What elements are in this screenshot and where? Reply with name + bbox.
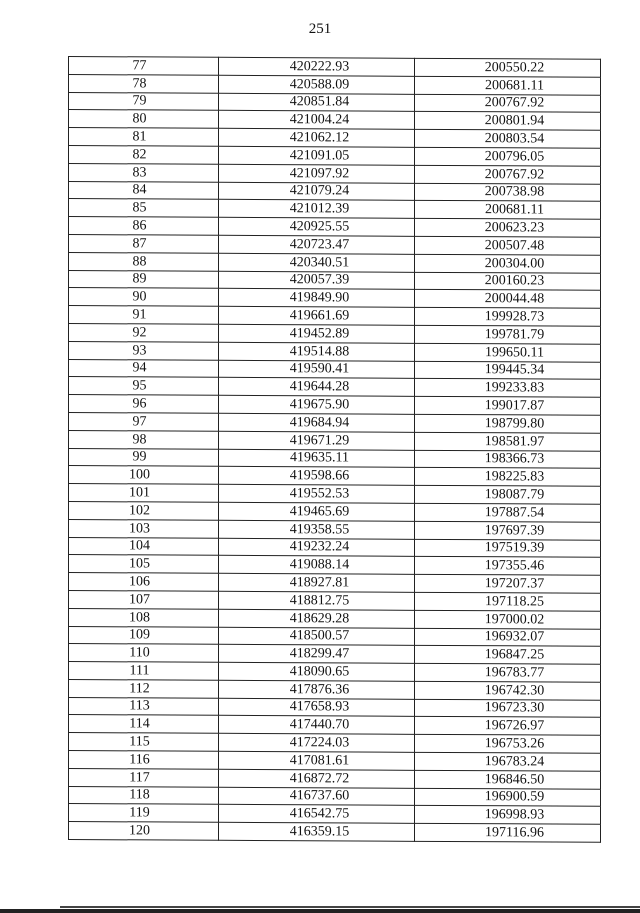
point-number-cell: 110	[69, 644, 219, 663]
point-number-cell: 111	[69, 662, 219, 681]
table-row	[69, 537, 601, 558]
y-coordinate-cell: 196846.50	[415, 770, 601, 789]
point-number-cell: 90	[69, 288, 219, 307]
x-coordinate-cell: 418629.28	[219, 609, 415, 628]
y-coordinate-cell: 200767.92	[415, 94, 601, 113]
y-coordinate-cell: 197519.39	[415, 539, 601, 558]
x-coordinate-cell: 421097.92	[219, 164, 415, 183]
y-coordinate-cell: 200507.48	[415, 236, 601, 255]
y-coordinate-cell: 197887.54	[415, 503, 601, 522]
x-coordinate-cell: 418299.47	[219, 645, 415, 664]
point-number-cell: 92	[69, 323, 219, 342]
x-coordinate-cell: 420222.93	[219, 57, 415, 76]
table-row	[69, 573, 601, 594]
x-coordinate-cell: 420588.09	[219, 75, 415, 94]
y-coordinate-cell: 198581.97	[415, 432, 601, 451]
y-coordinate-cell: 197355.46	[415, 557, 601, 576]
x-coordinate-cell: 419684.94	[219, 413, 415, 432]
y-coordinate-cell: 199445.34	[415, 361, 601, 380]
x-coordinate-cell: 419849.90	[219, 289, 415, 308]
x-coordinate-cell: 419675.90	[219, 395, 415, 414]
point-number-cell: 100	[69, 466, 219, 485]
point-number-cell: 109	[69, 626, 219, 645]
y-coordinate-cell: 196726.97	[415, 717, 601, 736]
x-coordinate-cell: 420925.55	[219, 217, 415, 236]
table-row	[69, 626, 601, 647]
y-coordinate-cell: 199781.79	[415, 325, 601, 344]
table-row	[69, 751, 601, 772]
table-row	[69, 644, 601, 665]
y-coordinate-cell: 199233.83	[415, 379, 601, 398]
y-coordinate-cell: 200738.98	[415, 183, 601, 202]
point-number-cell: 79	[69, 92, 219, 111]
point-number-cell: 87	[69, 234, 219, 253]
y-coordinate-cell: 196847.25	[415, 646, 601, 665]
x-coordinate-cell: 419598.66	[219, 467, 415, 486]
x-coordinate-cell: 417876.36	[219, 680, 415, 699]
x-coordinate-cell: 419661.69	[219, 306, 415, 325]
point-number-cell: 114	[69, 715, 219, 734]
point-number-cell: 99	[69, 448, 219, 467]
y-coordinate-cell: 200801.94	[415, 112, 601, 131]
point-number-cell: 95	[69, 377, 219, 396]
x-coordinate-cell: 421091.05	[219, 146, 415, 165]
y-coordinate-cell: 196783.24	[415, 752, 601, 771]
x-coordinate-cell: 416359.15	[219, 823, 415, 842]
point-number-cell: 97	[69, 412, 219, 431]
y-coordinate-cell: 196723.30	[415, 699, 601, 718]
x-coordinate-cell: 419590.41	[219, 360, 415, 379]
x-coordinate-cell: 419465.69	[219, 502, 415, 521]
x-coordinate-cell: 421062.12	[219, 128, 415, 147]
point-number-cell: 116	[69, 751, 219, 770]
x-coordinate-cell: 419514.88	[219, 342, 415, 361]
table-row	[69, 804, 601, 825]
table-row	[69, 697, 601, 718]
table-body	[69, 57, 601, 843]
point-number-cell: 93	[69, 341, 219, 360]
y-coordinate-cell: 196900.59	[415, 788, 601, 807]
x-coordinate-cell: 416737.60	[219, 787, 415, 806]
y-coordinate-cell: 200044.48	[415, 290, 601, 309]
table-row	[69, 466, 601, 487]
point-number-cell: 102	[69, 501, 219, 520]
y-coordinate-cell: 197118.25	[415, 592, 601, 611]
coordinates-table	[68, 56, 601, 843]
x-coordinate-cell: 419671.29	[219, 431, 415, 450]
x-coordinate-cell: 418927.81	[219, 573, 415, 592]
point-number-cell: 83	[69, 163, 219, 182]
scan-bottom-edge	[0, 909, 640, 913]
point-number-cell: 81	[69, 128, 219, 147]
y-coordinate-cell: 200681.11	[415, 76, 601, 95]
page-number: 251	[308, 21, 332, 37]
table-row	[69, 662, 601, 683]
x-coordinate-cell: 421012.39	[219, 200, 415, 219]
point-number-cell: 104	[69, 537, 219, 556]
point-number-cell: 107	[69, 590, 219, 609]
y-coordinate-cell: 196932.07	[415, 628, 601, 647]
x-coordinate-cell: 416872.72	[219, 769, 415, 788]
point-number-cell: 86	[69, 217, 219, 236]
y-coordinate-cell: 197207.37	[415, 574, 601, 593]
y-coordinate-cell: 198225.83	[415, 468, 601, 487]
point-number-cell: 96	[69, 395, 219, 414]
x-coordinate-cell: 420723.47	[219, 235, 415, 254]
point-number-cell: 85	[69, 199, 219, 218]
y-coordinate-cell: 200623.23	[415, 218, 601, 237]
y-coordinate-cell: 200796.05	[415, 147, 601, 166]
point-number-cell: 120	[69, 822, 219, 841]
x-coordinate-cell: 419088.14	[219, 556, 415, 575]
point-number-cell: 108	[69, 608, 219, 627]
y-coordinate-cell: 197697.39	[415, 521, 601, 540]
point-number-cell: 84	[69, 181, 219, 200]
point-number-cell: 101	[69, 484, 219, 503]
y-coordinate-cell: 199017.87	[415, 396, 601, 415]
y-coordinate-cell: 200160.23	[415, 272, 601, 291]
y-coordinate-cell: 198799.80	[415, 414, 601, 433]
y-coordinate-cell: 200681.11	[415, 201, 601, 220]
point-number-cell: 119	[69, 804, 219, 823]
table-row	[69, 484, 601, 505]
x-coordinate-cell: 419635.11	[219, 449, 415, 468]
point-number-cell: 105	[69, 555, 219, 574]
x-coordinate-cell: 417440.70	[219, 716, 415, 735]
x-coordinate-cell: 416542.75	[219, 805, 415, 824]
point-number-cell: 115	[69, 733, 219, 752]
point-number-cell: 89	[69, 270, 219, 289]
point-number-cell: 77	[69, 57, 219, 76]
x-coordinate-cell: 420851.84	[219, 93, 415, 112]
point-number-cell: 91	[69, 306, 219, 325]
y-coordinate-cell: 199928.73	[415, 307, 601, 326]
x-coordinate-cell: 418090.65	[219, 662, 415, 681]
table-row	[69, 555, 601, 576]
table-row	[69, 679, 601, 700]
y-coordinate-cell: 200767.92	[415, 165, 601, 184]
table-row	[69, 733, 601, 754]
table-row	[69, 786, 601, 807]
y-coordinate-cell: 197000.02	[415, 610, 601, 629]
y-coordinate-cell: 200550.22	[415, 58, 601, 77]
x-coordinate-cell: 418500.57	[219, 627, 415, 646]
point-number-cell: 117	[69, 768, 219, 787]
point-number-cell: 94	[69, 359, 219, 378]
point-number-cell: 118	[69, 786, 219, 805]
y-coordinate-cell: 197116.96	[415, 824, 601, 843]
x-coordinate-cell: 421004.24	[219, 111, 415, 130]
x-coordinate-cell: 417224.03	[219, 734, 415, 753]
x-coordinate-cell: 419644.28	[219, 378, 415, 397]
y-coordinate-cell: 200304.00	[415, 254, 601, 273]
x-coordinate-cell: 420057.39	[219, 271, 415, 290]
point-number-cell: 113	[69, 697, 219, 716]
table-row	[69, 768, 601, 789]
y-coordinate-cell: 199650.11	[415, 343, 601, 362]
point-number-cell: 106	[69, 573, 219, 592]
y-coordinate-cell: 196998.93	[415, 806, 601, 825]
coordinates-table-container	[68, 56, 600, 843]
table-row	[69, 501, 601, 522]
x-coordinate-cell: 421079.24	[219, 182, 415, 201]
table-row	[69, 822, 601, 843]
x-coordinate-cell: 419232.24	[219, 538, 415, 557]
table-row	[69, 608, 601, 629]
x-coordinate-cell: 420340.51	[219, 253, 415, 272]
scan-edge-line	[60, 906, 640, 908]
x-coordinate-cell: 419452.89	[219, 324, 415, 343]
point-number-cell: 98	[69, 430, 219, 449]
y-coordinate-cell: 198087.79	[415, 485, 601, 504]
y-coordinate-cell: 200803.54	[415, 130, 601, 149]
y-coordinate-cell: 196753.26	[415, 735, 601, 754]
x-coordinate-cell: 418812.75	[219, 591, 415, 610]
table-row	[69, 715, 601, 736]
x-coordinate-cell: 419358.55	[219, 520, 415, 539]
table-row	[69, 590, 601, 611]
point-number-cell: 82	[69, 145, 219, 164]
point-number-cell: 80	[69, 110, 219, 129]
y-coordinate-cell: 198366.73	[415, 450, 601, 469]
x-coordinate-cell: 419552.53	[219, 484, 415, 503]
x-coordinate-cell: 417081.61	[219, 751, 415, 770]
point-number-cell: 88	[69, 252, 219, 271]
point-number-cell: 112	[69, 679, 219, 698]
y-coordinate-cell: 196783.77	[415, 663, 601, 682]
x-coordinate-cell: 417658.93	[219, 698, 415, 717]
table-row	[69, 519, 601, 540]
point-number-cell: 78	[69, 74, 219, 93]
y-coordinate-cell: 196742.30	[415, 681, 601, 700]
point-number-cell: 103	[69, 519, 219, 538]
